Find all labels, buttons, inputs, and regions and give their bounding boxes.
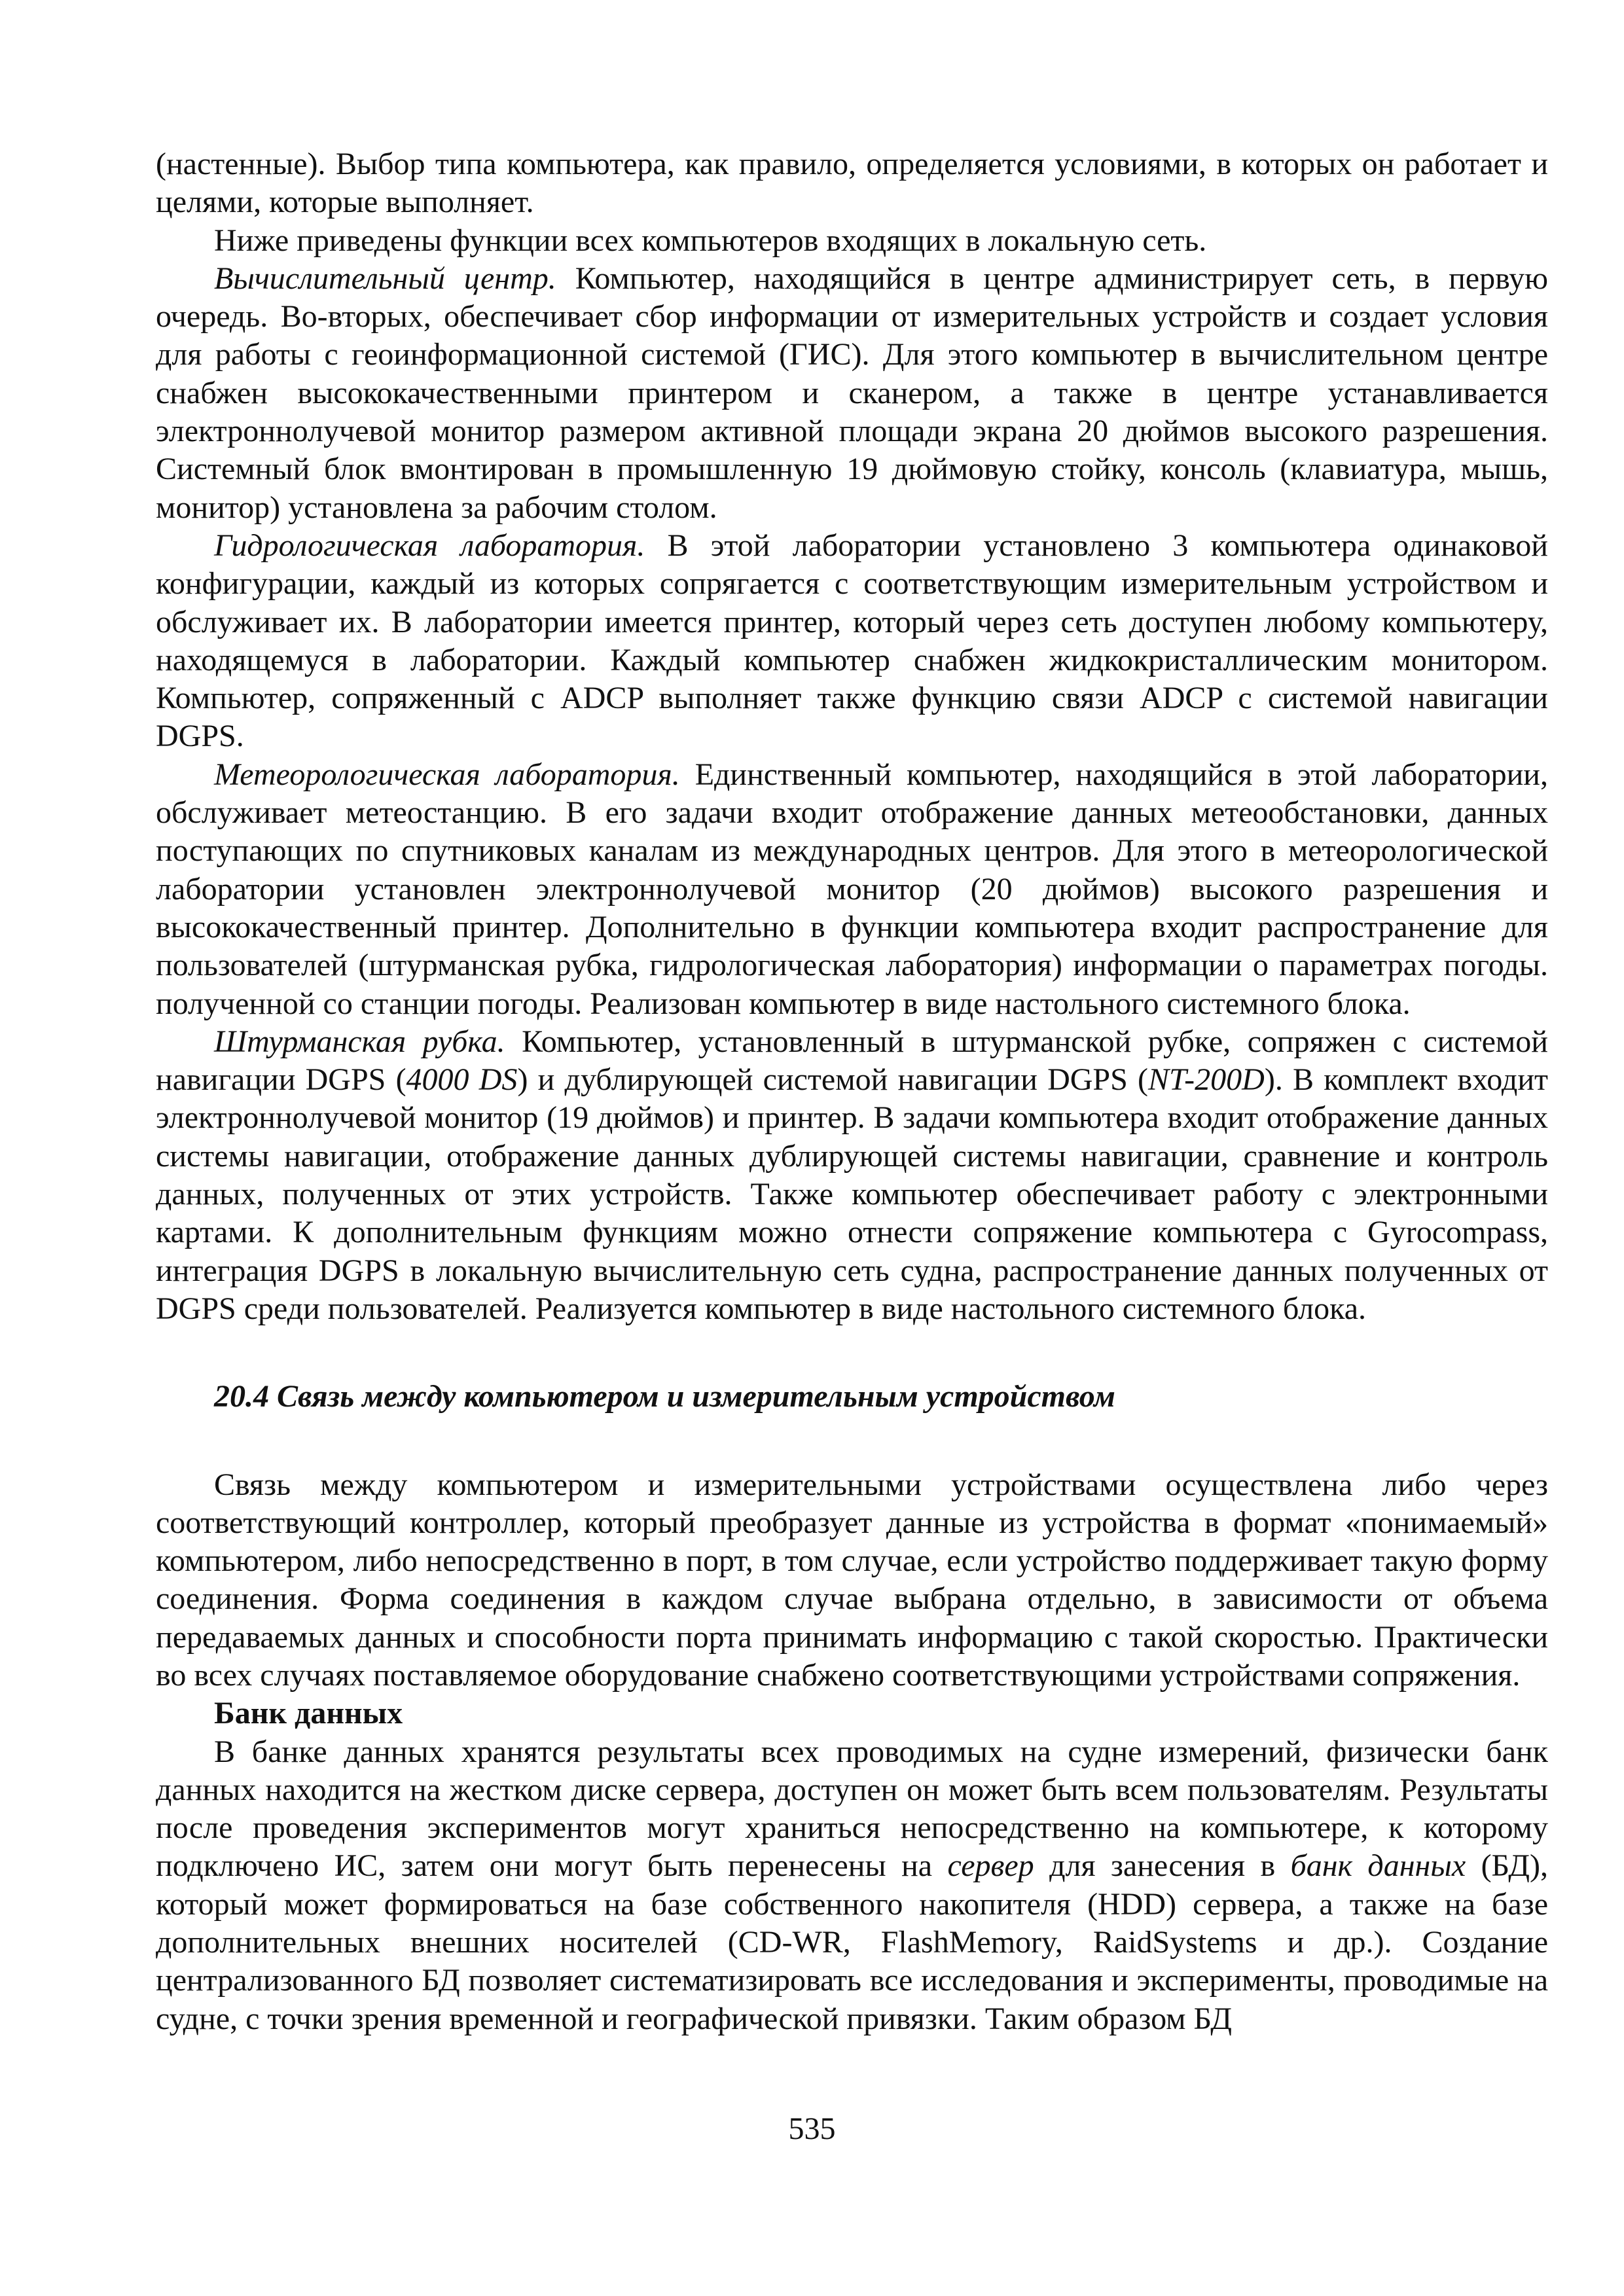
paragraph-text: (настенные). Выбор типа компьютера, как правило, определяется условиями, в которых он работает и целями, которые выполняет. [156, 147, 1548, 220]
paragraph-text: Компьютер, установленный в штурманской рубке, сопряжен с системой навигации DGPS ( [156, 1024, 1548, 1098]
page-number: 535 [788, 2111, 836, 2146]
paragraph-lead: Метеорологическая лаборатория. [214, 757, 680, 792]
paragraph-navigation-room [156, 1023, 1548, 1328]
paragraph-databank [156, 1733, 1548, 2038]
paragraph-lead: Вычислительный центр. [214, 260, 556, 296]
paragraph-text: для занесения в [1034, 1848, 1291, 1884]
paragraph-text: Связь между компьютером и измерительными устройствами осуществлена либо через соответствующий контроллер, который преобразует данные из устройства в формат «понимаемый» компьютером, либо непосредственно в порт, в том случае, если устройство поддерживает такую форму соединения. Форма соединения в каждом случае выбрана отдельно, в зависимости от объема передаваемых данных и способности порта принимать информацию с такой скоростью. Практически во всех случаях поставляемое оборудование снабжено соответствующими устройствами сопряжения. [156, 1467, 1548, 1693]
section-heading: 20.4 Связь между компьютером и измерительным устройством [214, 1379, 1115, 1414]
term-italic: банк данных [1290, 1848, 1466, 1884]
term-italic: сервер [947, 1848, 1034, 1884]
paragraph-text: Единственный компьютер, находящийся в этой лаборатории, обслуживает метеостанцию. В его задачи входит отображение данных метеообстановки, данных поступающих по спутниковых каналам из международных центров. Для этого в метеорологической лаборатории установлен электроннолучевой монитор (20 дюймов) высокого разрешения и высококачественный принтер. Дополнительно в функции компьютера входит распространение для пользователей (штурманская рубка, гидрологическая лаборатория) информации о параметрах погоды. полученной со станции погоды. Реализован компьютер в виде настольного системного блока. [156, 757, 1548, 1021]
paragraph-text: В этой лаборатории установлено 3 компьютера одинаковой конфигурации, каждый из которых сопрягается с соответствующим измерительным устройством и обслуживает их. В лаборатории имеется принтер, который через сеть доступен любому компьютеру, находящемуся в лаборатории. Каждый компьютер снабжен жидкокристаллическим монитором. Компьютер, сопряженный с ADCP выполняет также функцию связи ADCP с системой навигации DGPS. [156, 528, 1548, 754]
subheading-databank: Банк данных [214, 1696, 403, 1731]
device-model: NT-200D [1148, 1062, 1265, 1098]
paragraph-meteorology-lab [156, 756, 1548, 1023]
document-page [156, 145, 1548, 2038]
paragraph-text: Компьютер, находящийся в центре администрирует сеть, в первую очередь. Во-вторых, обеспечивает сбор информации от измерительных устройств и создает условия для работы с геоинформационной системой (ГИС). Для этого компьютер в вычислительном центре снабжен высококачественными принтером и сканером, а также в центре устанавливается электроннолучевой монитор размером активной площади экрана 20 дюймов высокого разрешения. Системный блок вмонтирован в промышленную 19 дюймовую стойку, консоль (клавиатура, мышь, монитор) установлена за рабочим столом. [156, 260, 1548, 525]
paragraph-functions-intro [156, 222, 1548, 260]
paragraph-text: В банке данных хранятся результаты всех проводимых на судне измерений, физически банк данных находится на жестком диске сервера, доступен он может быть всем пользователям. Результаты после проведения экспериментов могут храниться непосредственно на компьютере, к которому подключено ИС, затем они могут быть перенесены на [156, 1734, 1548, 1884]
paragraph-lead: Штурманская рубка. [214, 1024, 505, 1059]
paragraph-lead: Гидрологическая лаборатория. [214, 528, 645, 563]
paragraph-text: Ниже приведены функции всех компьютеров входящих в локальную сеть. [214, 223, 1207, 258]
paragraph-text: ). В комплект входит электроннолучевой монитор (19 дюймов) и принтер. В задачи компьютера входит отображение данных системы навигации, отображение данных дублирующей системы навигации, сравнение и контроль данных, полученных от этих устройств. Также компьютер обеспечивает работу с электронными картами. К дополнительным функциям можно отнести сопряжение компьютера с Gyrocompass, интеграция DGPS в локальную вычислительную сеть судна, распространение данных полученных от DGPS среди пользователей. Реализуется компьютер в виде настольного системного блока. [156, 1062, 1548, 1326]
device-model: 4000 DS [406, 1062, 518, 1098]
paragraph-hydrology-lab [156, 527, 1548, 756]
paragraph-text: ) и дублирующей системой навигации DGPS ( [517, 1062, 1149, 1098]
paragraph-text: (БД), который может формироваться на базе собственного накопителя (HDD) сервера, а также на базе дополнительных внешних носителей (CD-WR, FlashMemory, RaidSystems и др.). Создание централизованного БД позволяет систематизировать все исследования и эксперименты, проводимые на судне, с точки зрения временной и географической привязки. Таким образом БД [156, 1848, 1549, 2036]
paragraph-intro [156, 145, 1548, 222]
paragraph-computing-center [156, 260, 1548, 527]
paragraph-connection [156, 1466, 1548, 1695]
